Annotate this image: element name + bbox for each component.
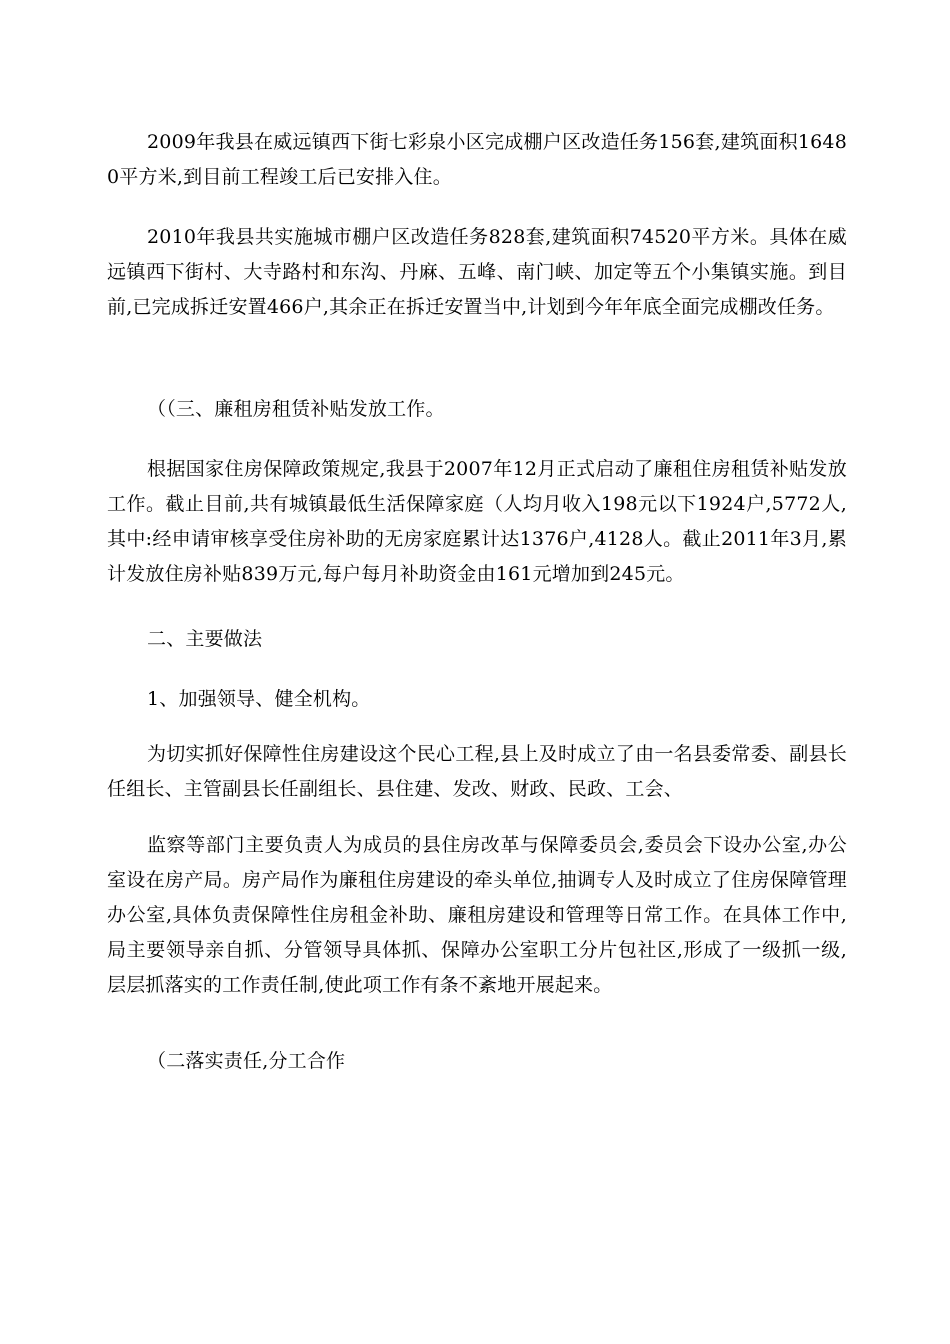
- subheading-responsibility: （二落实责任,分工合作: [147, 1050, 346, 1072]
- paragraph-shed-reform-2010: 2010年我县共实施城市棚户区改造任务828套,建筑面积74520平方米。具体在威远镇西下街村、大寺路村和东沟、丹麻、五峰、南门峡、加定等五个小集镇实施。到目前,已完成拆迁安置466户,其余正在拆迁安置当中,计划到今年年底全面完成棚改任务。: [107, 226, 847, 318]
- paragraph-shed-reform-2009: 2009年我县在威远镇西下街七彩泉小区完成棚户区改造任务156套,建筑面积16480平方米,到目前工程竣工后已安排入住。: [107, 131, 847, 188]
- section-heading-main-practices: 二、主要做法: [147, 628, 263, 650]
- subheading-leadership: 1、加强领导、健全机构。: [147, 688, 371, 710]
- paragraph-rent-subsidy: 根据国家住房保障政策规定,我县于2007年12月正式启动了廉租住房租赁补贴发放工作。截止目前,共有城镇最低生活保障家庭（人均月收入198元以下1924户,5772人,其中:经申请审核享受住房补助的无房家庭累计达1376户,4128人。截止2011年3月,累计发放住房补贴839万元,每户每月补助资金由161元增加到245元。: [107, 458, 847, 585]
- paragraph-supervision-office: 监察等部门主要负责人为成员的县住房改革与保障委员会,委员会下设办公室,办公室设在房产局。房产局作为廉租住房建设的牵头单位,抽调专人及时成立了住房保障管理办公室,具体负责保障性住房租金补助、廉租房建设和管理等日常工作。在具体工作中,局主要领导亲自抓、分管领导具体抓、保障办公室职工分片包社区,形成了一级抓一级,层层抓落实的工作责任制,使此项工作有条不紊地开展起来。: [107, 834, 847, 996]
- section-heading-rent-subsidy: （（三、廉租房租赁补贴发放工作。: [147, 398, 445, 420]
- paragraph-leadership-group: 为切实抓好保障性住房建设这个民心工程,县上及时成立了由一名县委常委、副县长任组长、主管副县长任副组长、县住建、发改、财政、民政、工会、: [107, 743, 847, 800]
